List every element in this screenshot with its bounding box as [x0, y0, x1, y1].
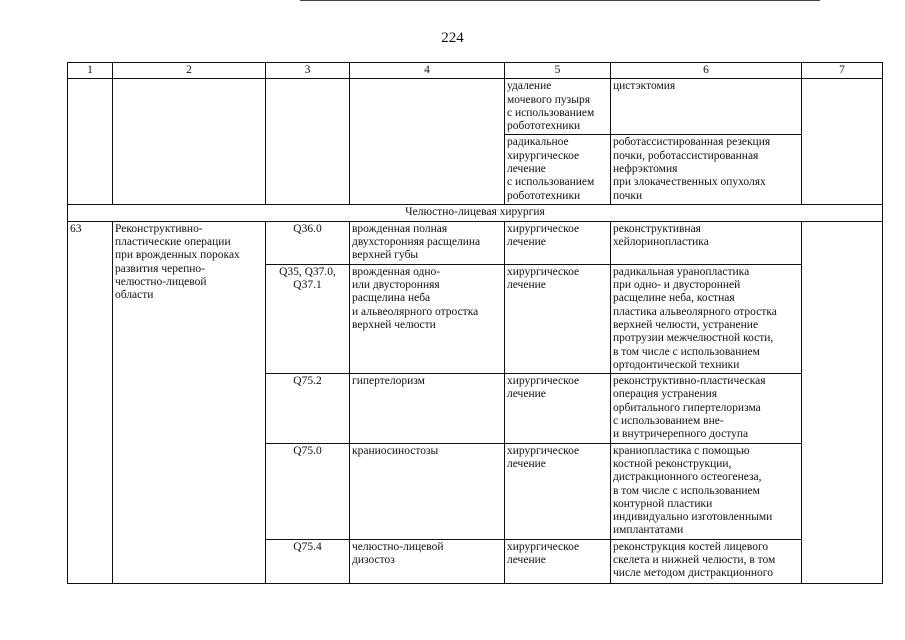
empty-cell — [113, 79, 266, 205]
treatment-method-cell: реконструкция костей лицевого скелета и нижней челюсти, в том числе методом дистракционного — [611, 539, 802, 583]
treatment-type-cell: хирургическое лечение — [505, 374, 611, 443]
treatment-method-cell: цистэктомия — [611, 79, 802, 135]
table-row — [68, 79, 883, 135]
group-number: 63 — [68, 221, 113, 583]
group-name: Реконструктивно- пластические операции при врожденных пороках развития черепно- челюстно-лицевой области — [113, 221, 266, 583]
procedures-table — [67, 62, 883, 584]
treatment-type-cell: хирургическое лечение — [505, 221, 611, 264]
treatment-type-cell: хирургическое лечение — [505, 443, 611, 539]
patient-model-cell: врожденная полная двухсторонняя расщелина верхней губы — [350, 221, 505, 264]
empty-cell — [802, 221, 883, 583]
column-number: 7 — [802, 63, 883, 79]
column-number: 3 — [266, 63, 350, 79]
treatment-type-cell: хирургическое лечение — [505, 539, 611, 583]
empty-cell — [350, 79, 505, 205]
treatment-type-cell: удаление мочевого пузыря с использованием робототехники — [505, 79, 611, 135]
empty-cell — [68, 79, 113, 205]
section-title: Челюстно-лицевая хирургия — [68, 205, 883, 221]
treatment-method-cell: радикальная уранопластика при одно- и двусторонней расщелине неба, костная пластика альвеолярного отростка верхней челюсти, устранение протрузии межчелюстной кости, в том числе с использованием ортодонтической техники — [611, 264, 802, 373]
patient-model-cell: врожденная одно- или двусторонняя расщелина неба и альвеолярного отростка верхней челюсти — [350, 264, 505, 373]
treatment-method-cell: реконструктивно-пластическая операция устранения орбитального гипертелоризма с использованием вне- и внутричерепного доступа — [611, 374, 802, 443]
patient-model-cell: челюстно-лицевой дизостоз — [350, 539, 505, 583]
diagnosis-code-cell: Q75.2 — [266, 374, 350, 443]
diagnosis-code-cell: Q75.4 — [266, 539, 350, 583]
treatment-method-cell: реконструктивная хейлоринопластика — [611, 221, 802, 264]
column-number: 2 — [113, 63, 266, 79]
column-number: 6 — [611, 63, 802, 79]
top-scan-rule — [300, 0, 820, 1]
column-number: 4 — [350, 63, 505, 79]
page-number: 224 — [441, 30, 464, 46]
treatment-type-cell: радикальное хирургическое лечение с использованием робототехники — [505, 135, 611, 205]
table-row — [68, 221, 883, 264]
diagnosis-code-cell: Q75.0 — [266, 443, 350, 539]
diagnosis-code-cell: Q36.0 — [266, 221, 350, 264]
treatment-type-cell: хирургическое лечение — [505, 264, 611, 373]
patient-model-cell: краниосиностозы — [350, 443, 505, 539]
diagnosis-code-cell: Q35, Q37.0, Q37.1 — [266, 264, 350, 373]
patient-model-cell: гипертелоризм — [350, 374, 505, 443]
column-number: 1 — [68, 63, 113, 79]
treatment-method-cell: роботассистированная резекция почки, роботассистированная нефрэктомия при злокачественных опухолях почки — [611, 135, 802, 205]
treatment-method-cell: краниопластика с помощью костной реконструкции, дистракционного остеогенеза, в том числе с использованием контурной пластики индивидуально изготовленными имплантатами — [611, 443, 802, 539]
column-number-row — [68, 63, 883, 79]
column-number: 5 — [505, 63, 611, 79]
section-row — [68, 205, 883, 221]
empty-cell — [266, 79, 350, 205]
empty-cell — [802, 79, 883, 205]
